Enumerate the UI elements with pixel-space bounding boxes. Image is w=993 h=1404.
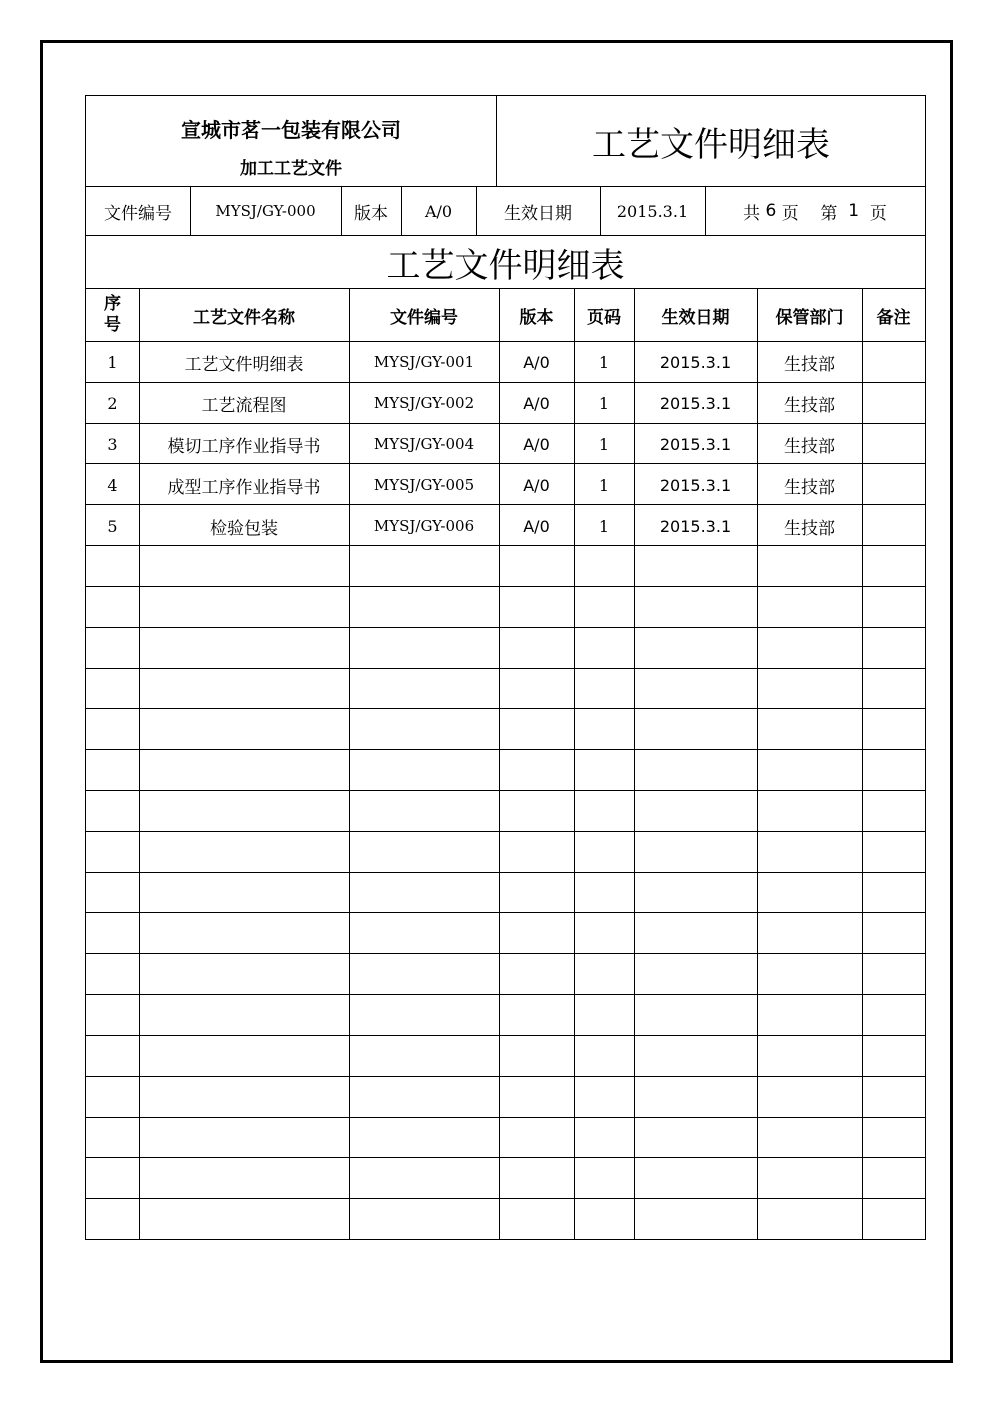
table-cell-doc-no: MYSJ/GY-005 [373, 476, 475, 495]
grid-line [634, 288, 635, 1239]
table-cell-page: 1 [598, 475, 610, 495]
table-cell-version: A/0 [523, 434, 550, 454]
table-cell-doc-no: MYSJ/GY-001 [373, 353, 475, 372]
grid-line [85, 790, 926, 791]
grid-line [85, 235, 926, 236]
grid-line [85, 288, 926, 289]
grid-line [85, 586, 926, 587]
version-label: 版本 [354, 203, 388, 224]
page-no-suffix: 页 [869, 203, 887, 224]
col-header-dept: 保管部门 [775, 307, 844, 328]
table-cell-doc-no: MYSJ/GY-004 [373, 435, 475, 454]
table-cell-note [862, 383, 925, 424]
table-cell-date: 2015.3.1 [659, 516, 732, 536]
table-cell-dept: 生技部 [784, 436, 835, 457]
table-cell-name: 成型工序作业指导书 [167, 477, 321, 498]
grid-line [190, 186, 191, 235]
grid-line [85, 872, 926, 873]
grid-line [349, 288, 350, 1239]
table-cell-dept: 生技部 [784, 518, 835, 539]
grid-line [600, 186, 601, 235]
col-header-note: 备注 [876, 307, 911, 328]
table-cell-page: 1 [598, 352, 610, 372]
table-cell-page: 1 [598, 393, 610, 413]
grid-line [85, 504, 926, 505]
document-subtitle: 加工工艺文件 [240, 158, 342, 179]
col-header-name: 工艺文件名称 [193, 307, 295, 328]
grid-line [85, 186, 926, 187]
grid-line [757, 288, 758, 1239]
table-cell-note [862, 465, 925, 506]
table-cell-date: 2015.3.1 [659, 475, 732, 495]
table-cell-date: 2015.3.1 [659, 352, 732, 372]
grid-line [574, 288, 575, 1239]
grid-line [85, 463, 926, 464]
table-cell-version: A/0 [523, 352, 550, 372]
document-title: 工艺文件明细表 [592, 124, 830, 165]
table-cell-date: 2015.3.1 [659, 434, 732, 454]
grid-line [85, 749, 926, 750]
grid-line [499, 288, 500, 1239]
page-total: 6 [765, 201, 777, 221]
grid-line [85, 627, 926, 628]
grid-line [139, 288, 140, 1239]
grid-line [85, 1035, 926, 1036]
grid-line [85, 341, 926, 342]
table-cell-seq: 2 [107, 393, 118, 413]
table-cell-version: A/0 [523, 393, 550, 413]
table-cell-name: 检验包装 [210, 518, 278, 539]
grid-line [705, 186, 706, 235]
grid-line [85, 1198, 926, 1199]
grid-line [496, 95, 497, 186]
table-bottom-border [85, 1239, 926, 1240]
grid-line [85, 1157, 926, 1158]
version-value: A/0 [424, 201, 453, 221]
grid-line [862, 288, 863, 1239]
table-cell-note [862, 424, 925, 465]
table-cell-doc-no: MYSJ/GY-002 [373, 394, 475, 413]
grid-line [85, 545, 926, 546]
col-header-seq: 序号 [104, 294, 121, 335]
col-header-version: 版本 [519, 307, 554, 328]
table-cell-dept: 生技部 [784, 354, 835, 375]
col-header-date: 生效日期 [661, 307, 730, 328]
page-total-prefix: 共 [743, 203, 761, 224]
col-header-page: 页码 [587, 307, 621, 328]
table-cell-page: 1 [598, 516, 610, 536]
table-cell-note [862, 506, 925, 547]
grid-line [85, 382, 926, 383]
table-cell-version: A/0 [523, 516, 550, 536]
grid-line [85, 831, 926, 832]
table-cell-doc-no: MYSJ/GY-006 [373, 517, 475, 536]
table-cell-note [862, 342, 925, 383]
grid-line [476, 186, 477, 235]
table-cell-seq: 4 [107, 475, 118, 495]
page-count [705, 187, 925, 235]
grid-line [341, 186, 342, 235]
table-cell-seq: 1 [107, 352, 118, 372]
table-cell-name: 工艺文件明细表 [184, 354, 304, 375]
table-cell-version: A/0 [523, 475, 550, 495]
table-top-border [85, 95, 926, 96]
grid-line [85, 912, 926, 913]
table-cell-dept: 生技部 [784, 395, 835, 416]
table-cell-seq: 3 [107, 434, 118, 454]
grid-line [85, 708, 926, 709]
company-name: 宣城市茗一包装有限公司 [181, 117, 401, 142]
grid-line [85, 994, 926, 995]
grid-line [85, 668, 926, 669]
table-cell-page: 1 [598, 434, 610, 454]
grid-line [85, 1117, 926, 1118]
page-total-suffix: 页 [781, 203, 799, 224]
grid-line [401, 186, 402, 235]
table-cell-dept: 生技部 [784, 477, 835, 498]
effective-date-value: 2015.3.1 [616, 201, 689, 221]
doc-no-label: 文件编号 [104, 203, 172, 224]
table-cell-name: 工艺流程图 [201, 395, 287, 416]
table-title: 工艺文件明细表 [386, 245, 625, 286]
table-cell-date: 2015.3.1 [659, 393, 732, 413]
table-cell-name: 模切工序作业指导书 [167, 436, 321, 457]
table-cell-seq: 5 [107, 516, 118, 536]
page-no: 1 [848, 201, 860, 221]
page-no-prefix: 第 [820, 203, 838, 224]
grid-line [85, 423, 926, 424]
doc-no-value: MYSJ/GY-000 [215, 202, 316, 220]
col-header-doc-no: 文件编号 [390, 307, 458, 328]
grid-line [85, 1076, 926, 1077]
grid-line [85, 953, 926, 954]
effective-date-label: 生效日期 [504, 203, 572, 224]
